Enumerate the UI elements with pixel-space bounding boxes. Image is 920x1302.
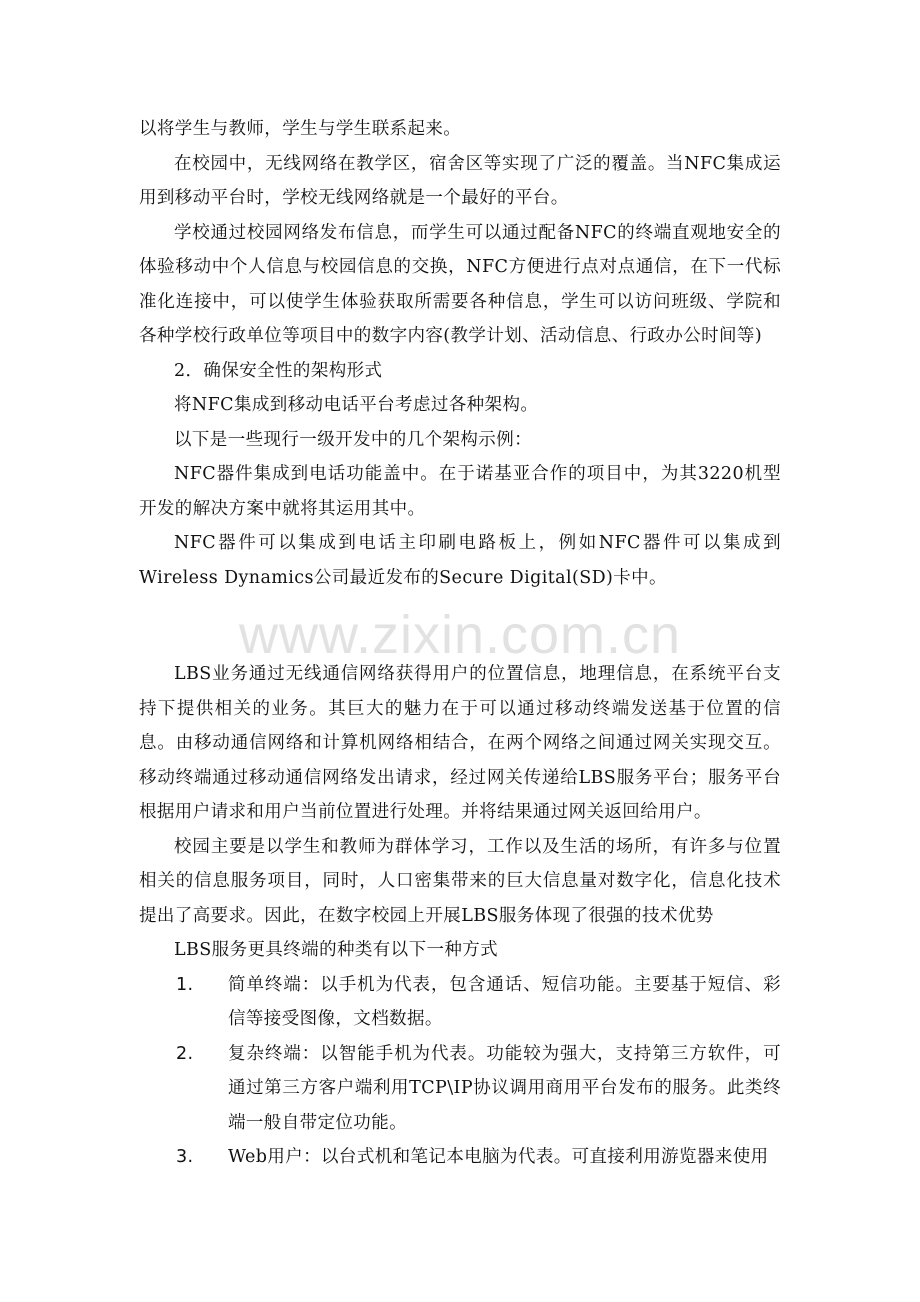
paragraph: 将NFC集成到移动电话平台考虑过各种架构。 [174,395,539,415]
paragraph: NFC器件可以集成到电话主印刷电路板上，例如NFC器件可以集成到Wireless Dynamics公司最近发布的Secure Digital(SD)卡中。 [139,533,781,588]
watermark: www.zixin.com.cn [238,605,682,665]
list-text: Web用户：以台式机和笔记本电脑为代表。可直接利用游览器来使用 [228,1147,769,1167]
paragraph: LBS服务更具终端的种类有以下一种方式 [174,940,499,960]
list-item [139,968,781,1037]
paragraph: 在校园中，无线网络在教学区，宿舍区等实现了广泛的覆盖。当NFC集成运用到移动平台时，学校无线网络就是一个最好的平台。 [139,153,781,208]
paragraph: LBS业务通过无线通信网络获得用户的位置信息，地理信息，在系统平台支持下提供相关的业务。其巨大的魅力在于可以通过移动终端发送基于位置的信息。由移动通信网络和计算机网络相结合，在两个网络之间通过网关实现交互。移动终端通过移动通信网络发出请求，经过网关传递给LBS服务平台；服务平台根据用户请求和用户当前位置进行处理。并将结果通过网关返回给用户。 [139,664,781,822]
paragraph: NFC器件集成到电话功能盖中。在于诺基亚合作的项目中，为其3220机型开发的解决方案中就将其运用其中。 [139,464,781,519]
paragraph: 校园主要是以学生和教师为群体学习，工作以及生活的场所，有许多与位置相关的信息服务项目，同时，人口密集带来的巨大信息量对数字化，信息化技术提出了高要求。因此，在数字校园上开展LBS服务体现了很强的技术优势 [139,836,781,926]
list-text: 简单终端：以手机为代表，包含通话、短信功能。主要基于短信、彩信等接受图像，文档数据。 [228,974,781,1029]
list-item [139,1037,781,1141]
list-text: 复杂终端：以智能手机为代表。功能较为强大，支持第三方软件，可通过第三方客户端利用TCP\IP协议调用商用平台发布的服务。此类终端一般自带定位功能。 [228,1043,781,1133]
section-heading: 2．确保安全性的架构形式 [174,360,383,381]
paragraph: 以下是一些现行一级开发中的几个架构示例： [174,429,532,450]
paragraph: 学校通过校园网络发布信息，而学生可以通过配备NFC的终端直观地安全的体验移动中个人信息与校园信息的交换，NFC方便进行点对点通信，在下一代标准化连接中，可以使学生体验获取所需要各种信息，学生可以访问班级、学院和各种学校行政单位等项目中的数字内容(教学计划、活动信息、行政办公时间等) [139,222,781,346]
lbs-section [139,657,781,1175]
terminal-type-list [139,968,781,1175]
list-item [139,1140,781,1175]
paragraph: 以将学生与教师，学生与学生联系起来。 [139,119,462,139]
nfc-section [139,112,781,595]
list-number: 1. [176,974,194,995]
list-number: 2. [176,1043,194,1064]
list-number: 3. [176,1147,194,1167]
